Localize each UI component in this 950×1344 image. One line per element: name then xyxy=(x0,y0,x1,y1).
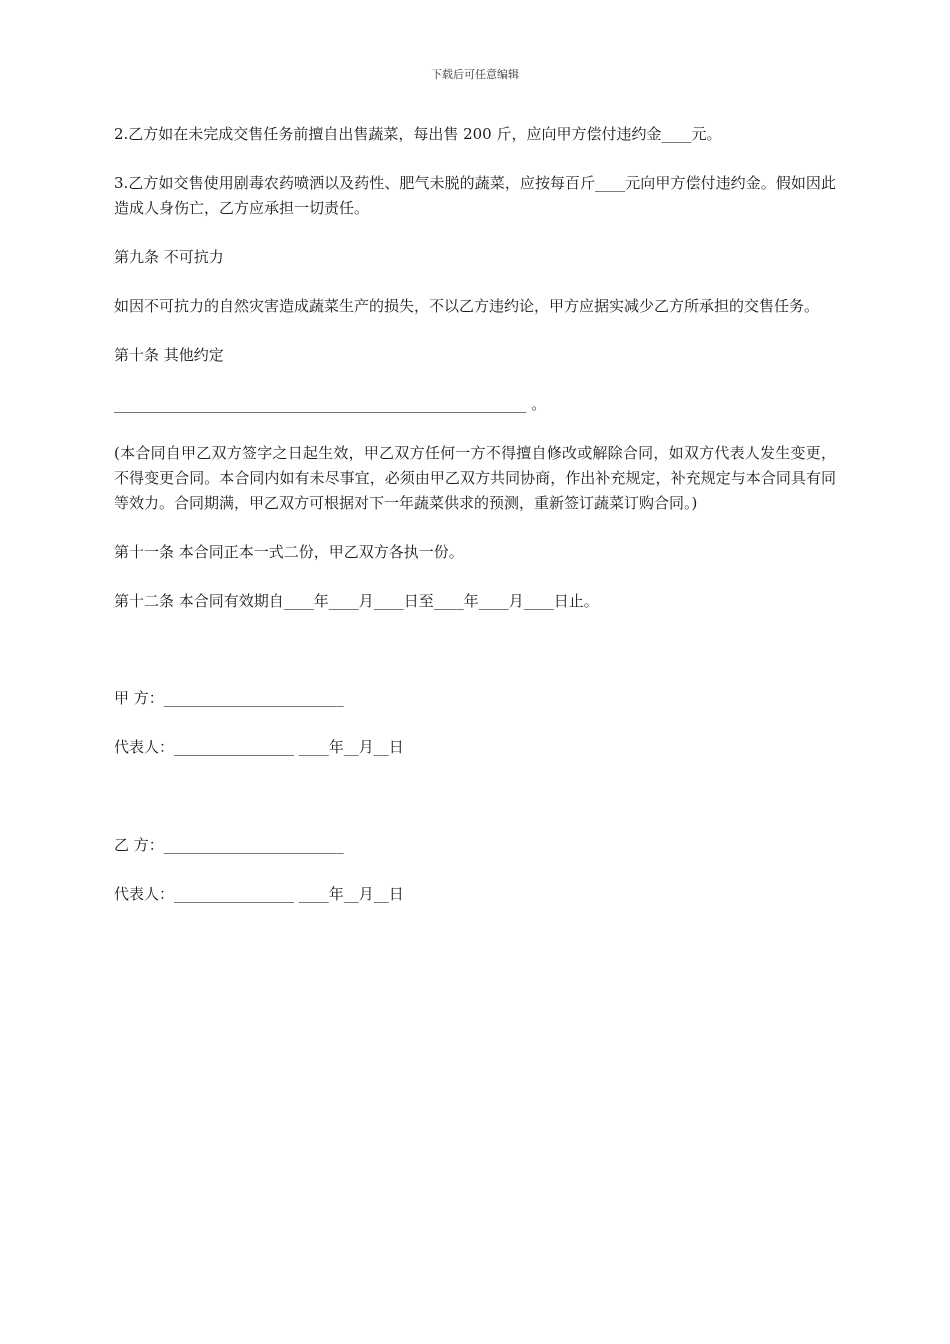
validity-note: (本合同自甲乙双方签字之日起生效，甲乙双方任何一方不得擅自修改或解除合同，如双方代表人发生变更，不得变更合同。本合同内如有未尽事宜，必须由甲乙双方共同协商，作出补充规定，补充规定与本合同具有同等效力。合同期满，甲乙双方可根据对下一年蔬菜供求的预测，重新签订蔬菜订购合同。) xyxy=(114,444,836,512)
page-header-note: 下载后可任意编辑 xyxy=(431,68,519,81)
party-a-signature: 甲 方：________________________ xyxy=(114,689,344,707)
article-9-body: 如因不可抗力的自然灾害造成蔬菜生产的损失，不以乙方违约论，甲方应据实减少乙方所承担的交售任务。 xyxy=(114,297,820,315)
party-b-representative: 代表人：________________ ____年__月__日 xyxy=(114,885,404,903)
document-body xyxy=(114,122,836,931)
article-10-title: 第十条 其他约定 xyxy=(114,346,224,364)
clause-3-pesticide: 3.乙方如交售使用剧毒农药喷洒以及药性、肥气未脱的蔬菜，应按每百斤____元向甲方偿付违约金。假如因此造成人身伤亡，乙方应承担一切责任。 xyxy=(114,174,836,217)
spacer xyxy=(114,784,836,833)
spacer xyxy=(114,638,836,686)
article-11: 第十一条 本合同正本一式二份，甲乙双方各执一份。 xyxy=(114,543,464,561)
party-a-representative: 代表人：________________ ____年__月__日 xyxy=(114,738,404,756)
article-12: 第十二条 本合同有效期自____年____月____日至____年____月____日止。 xyxy=(114,592,599,610)
article-10-blank: _______________________________________________________ 。 xyxy=(114,395,547,413)
clause-2-penalty: 2.乙方如在未完成交售任务前擅自出售蔬菜，每出售 200 斤，应向甲方偿付违约金____元。 xyxy=(114,125,722,143)
article-9-title: 第九条 不可抗力 xyxy=(114,248,224,266)
party-b-signature: 乙 方：________________________ xyxy=(114,836,344,854)
